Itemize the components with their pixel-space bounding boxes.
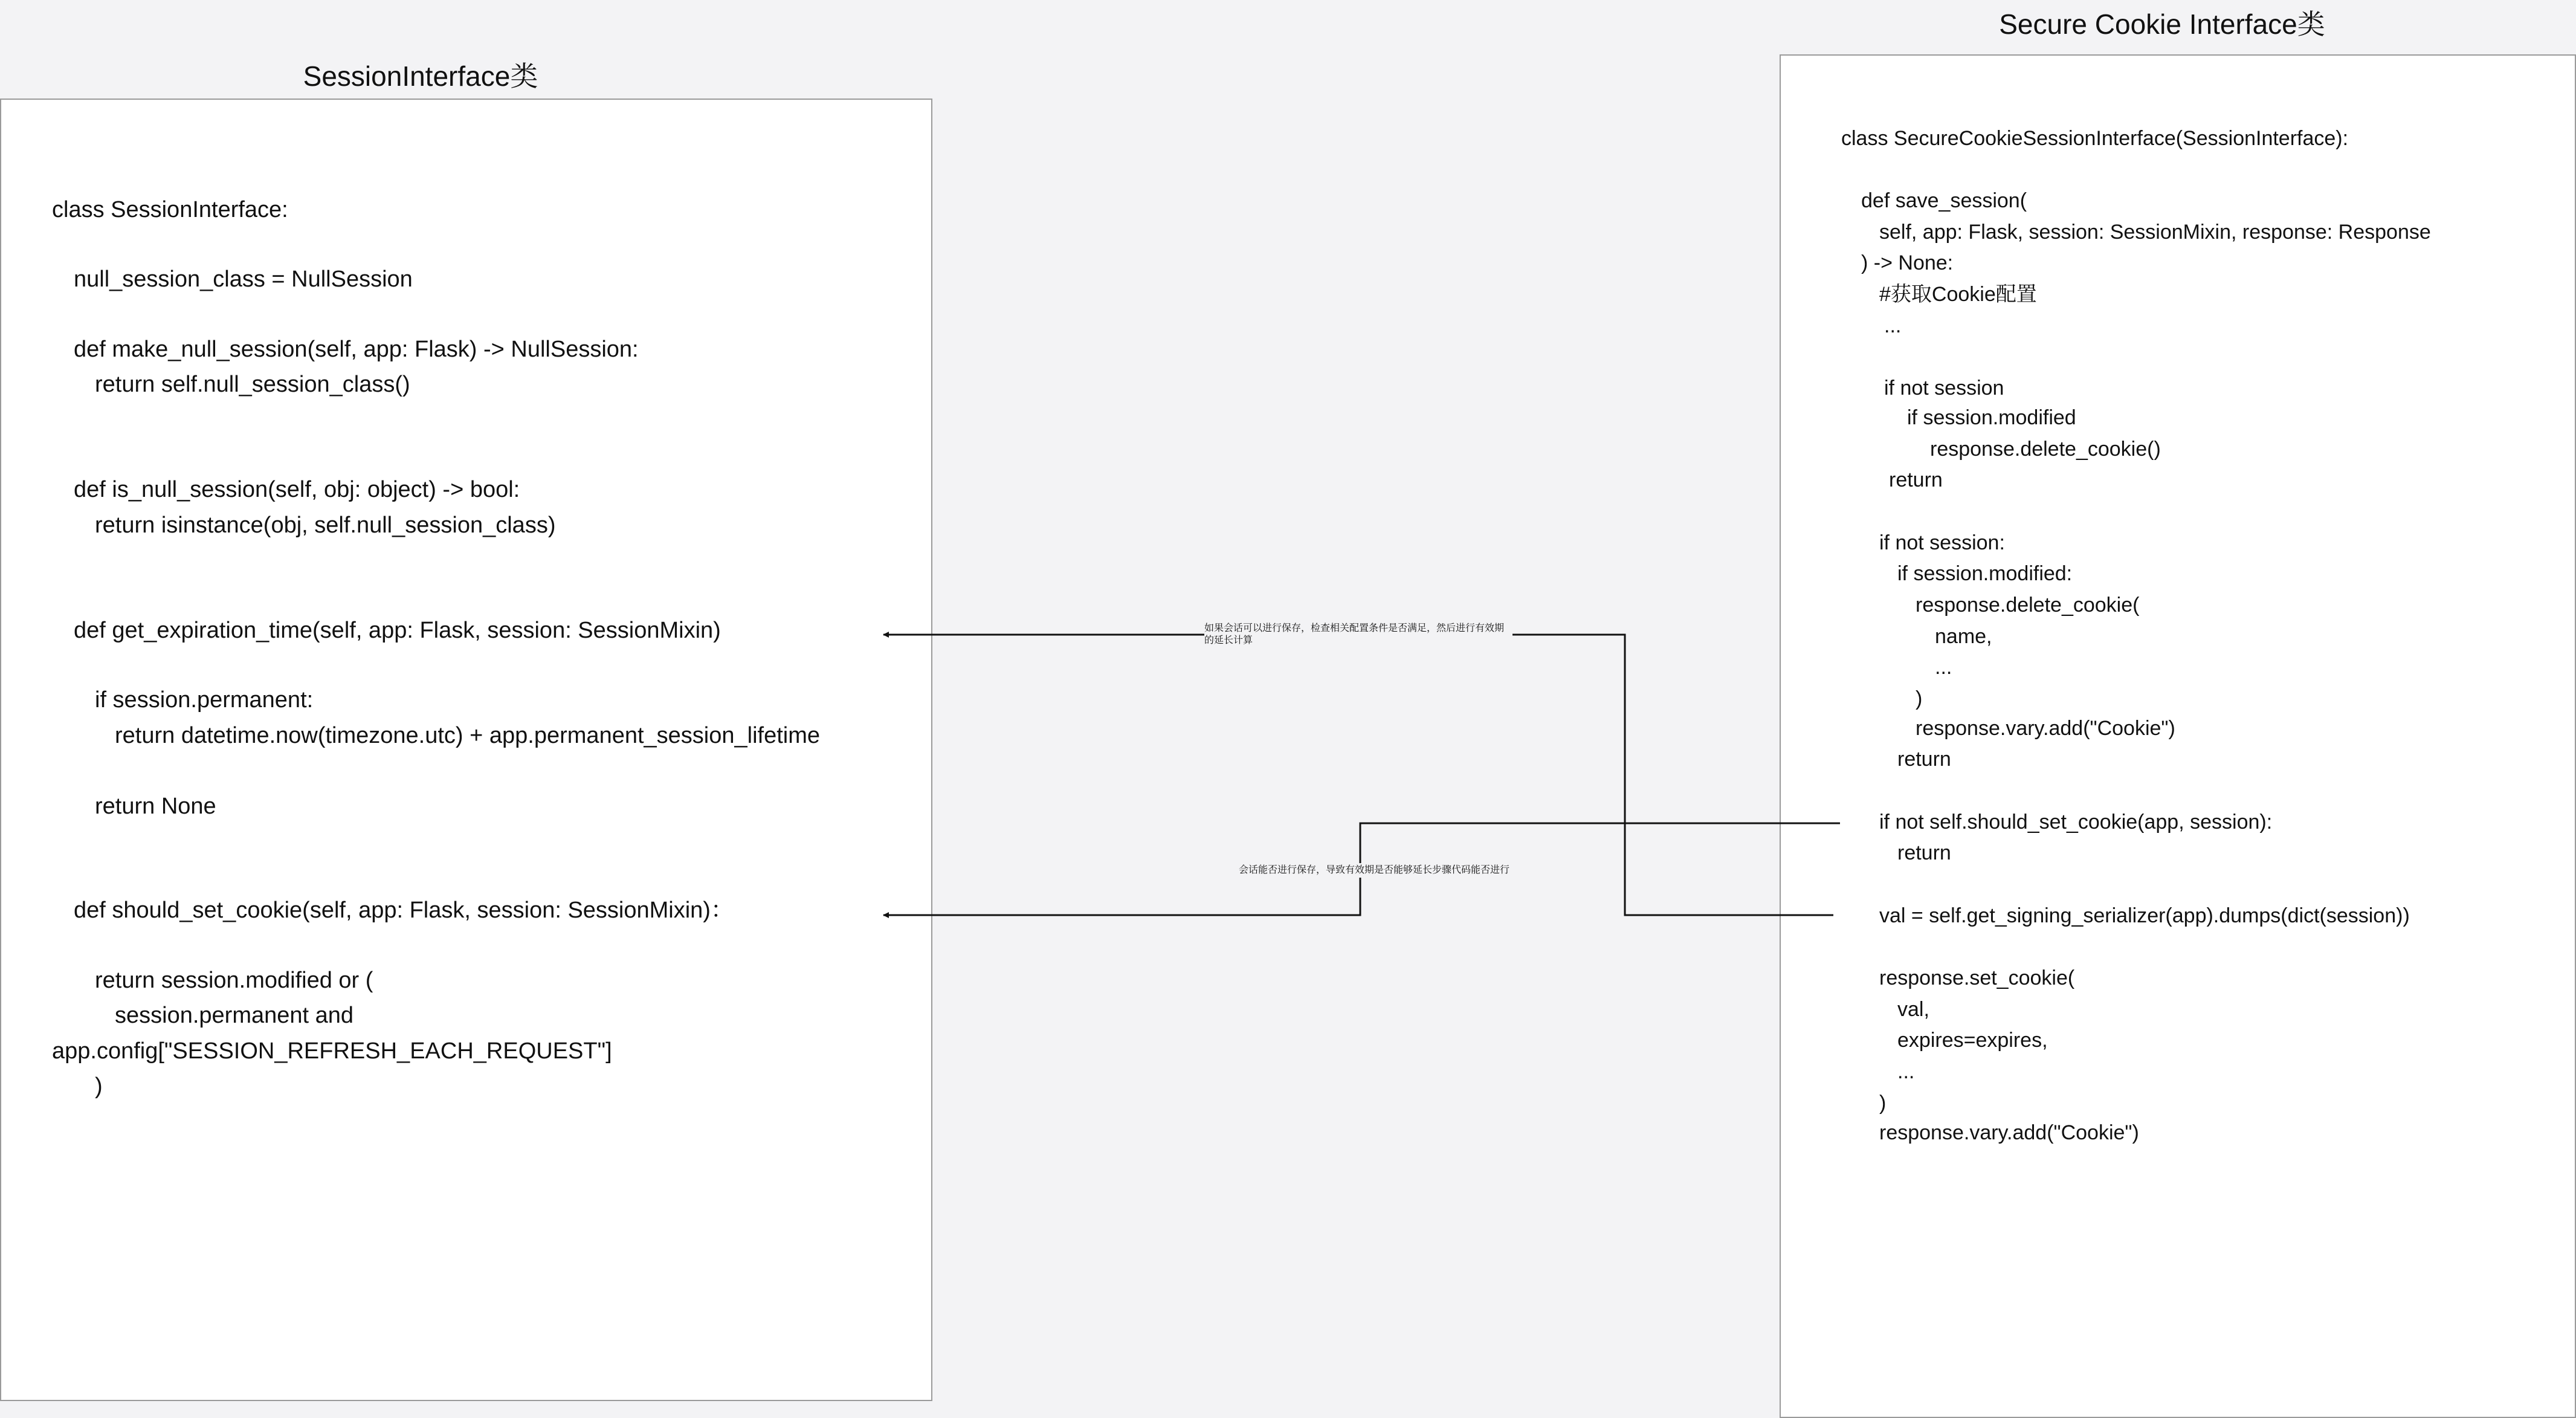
code-line: val, <box>1897 998 1929 1021</box>
code-line: return <box>1889 468 1943 491</box>
code-line: ... <box>1935 656 1952 679</box>
code-line: response.vary.add("Cookie") <box>1916 717 2175 740</box>
code-line: val = self.get_signing_serializer(app).dumps(dict(session)) <box>1879 904 2410 927</box>
code-line: if session.modified <box>1907 406 2076 429</box>
code-line: response.set_cookie( <box>1879 966 2075 989</box>
code-line: ) <box>1879 1092 1887 1115</box>
code-line: session.permanent and <box>115 1003 354 1028</box>
code-line: def get_expiration_time(self, app: Flask, session: SessionMixin) <box>74 618 721 643</box>
code-line: if not session: <box>1879 531 2005 554</box>
code-line: self, app: Flask, session: SessionMixin, response: Response <box>1879 221 2431 244</box>
code-line: ) -> None: <box>1861 251 1954 274</box>
code-line: name, <box>1935 625 1992 648</box>
code-line: return <box>1897 841 1951 864</box>
code-line: app.config["SESSION_REFRESH_EACH_REQUEST"] <box>52 1038 612 1064</box>
connector-label-should-set-cookie: 会话能否进行保存，导致有效期是否能够延长步骤代码能否进行 <box>1239 863 1509 878</box>
code-line: ... <box>1884 314 1902 337</box>
right-panel-title: Secure Cookie Interface类 <box>1999 8 2325 40</box>
code-line: def is_null_session(self, obj: object) -> bool: <box>74 477 520 502</box>
code-line: ) <box>1916 687 1923 710</box>
left-panel-title: SessionInterface类 <box>303 60 538 92</box>
code-line: return datetime.now(timezone.utc) + app.permanent_session_lifetime <box>115 723 820 748</box>
code-line: if not self.should_set_cookie(app, session): <box>1879 811 2273 834</box>
code-line: response.delete_cookie( <box>1916 594 2140 617</box>
code-line: response.vary.add("Cookie") <box>1879 1121 2139 1144</box>
code-line: null_session_class = NullSession <box>74 267 413 292</box>
code-line: return self.null_session_class() <box>95 372 410 397</box>
code-line: if session.permanent: <box>95 687 314 713</box>
code-line: return isinstance(obj, self.null_session_class) <box>95 513 556 538</box>
code-line: response.delete_cookie() <box>1930 438 2161 461</box>
code-line: def make_null_session(self, app: Flask) -> NullSession: <box>74 337 639 362</box>
code-line: return <box>1897 748 1951 771</box>
code-line: return session.modified or ( <box>95 968 373 993</box>
code-line: def save_session( <box>1861 189 2027 212</box>
code-line: expires=expires, <box>1897 1029 2048 1052</box>
code-line: class SessionInterface: <box>52 197 288 222</box>
code-line: ) <box>95 1073 103 1099</box>
code-line: #获取Cookie配置 <box>1879 283 2037 306</box>
code-line: if session.modified: <box>1897 562 2073 585</box>
code-line: return None <box>95 794 216 819</box>
code-line: ... <box>1897 1060 1915 1083</box>
code-line: class SecureCookieSessionInterface(SessionInterface): <box>1841 127 2349 150</box>
code-line: if not session <box>1884 377 2004 400</box>
connector-label-expiration: 如果会话可以进行保存，检查相关配置条件是否满足，然后进行有效期的延长计算 <box>1204 623 1512 647</box>
code-line: def should_set_cookie(self, app: Flask, session: SessionMixin)： <box>74 898 734 923</box>
